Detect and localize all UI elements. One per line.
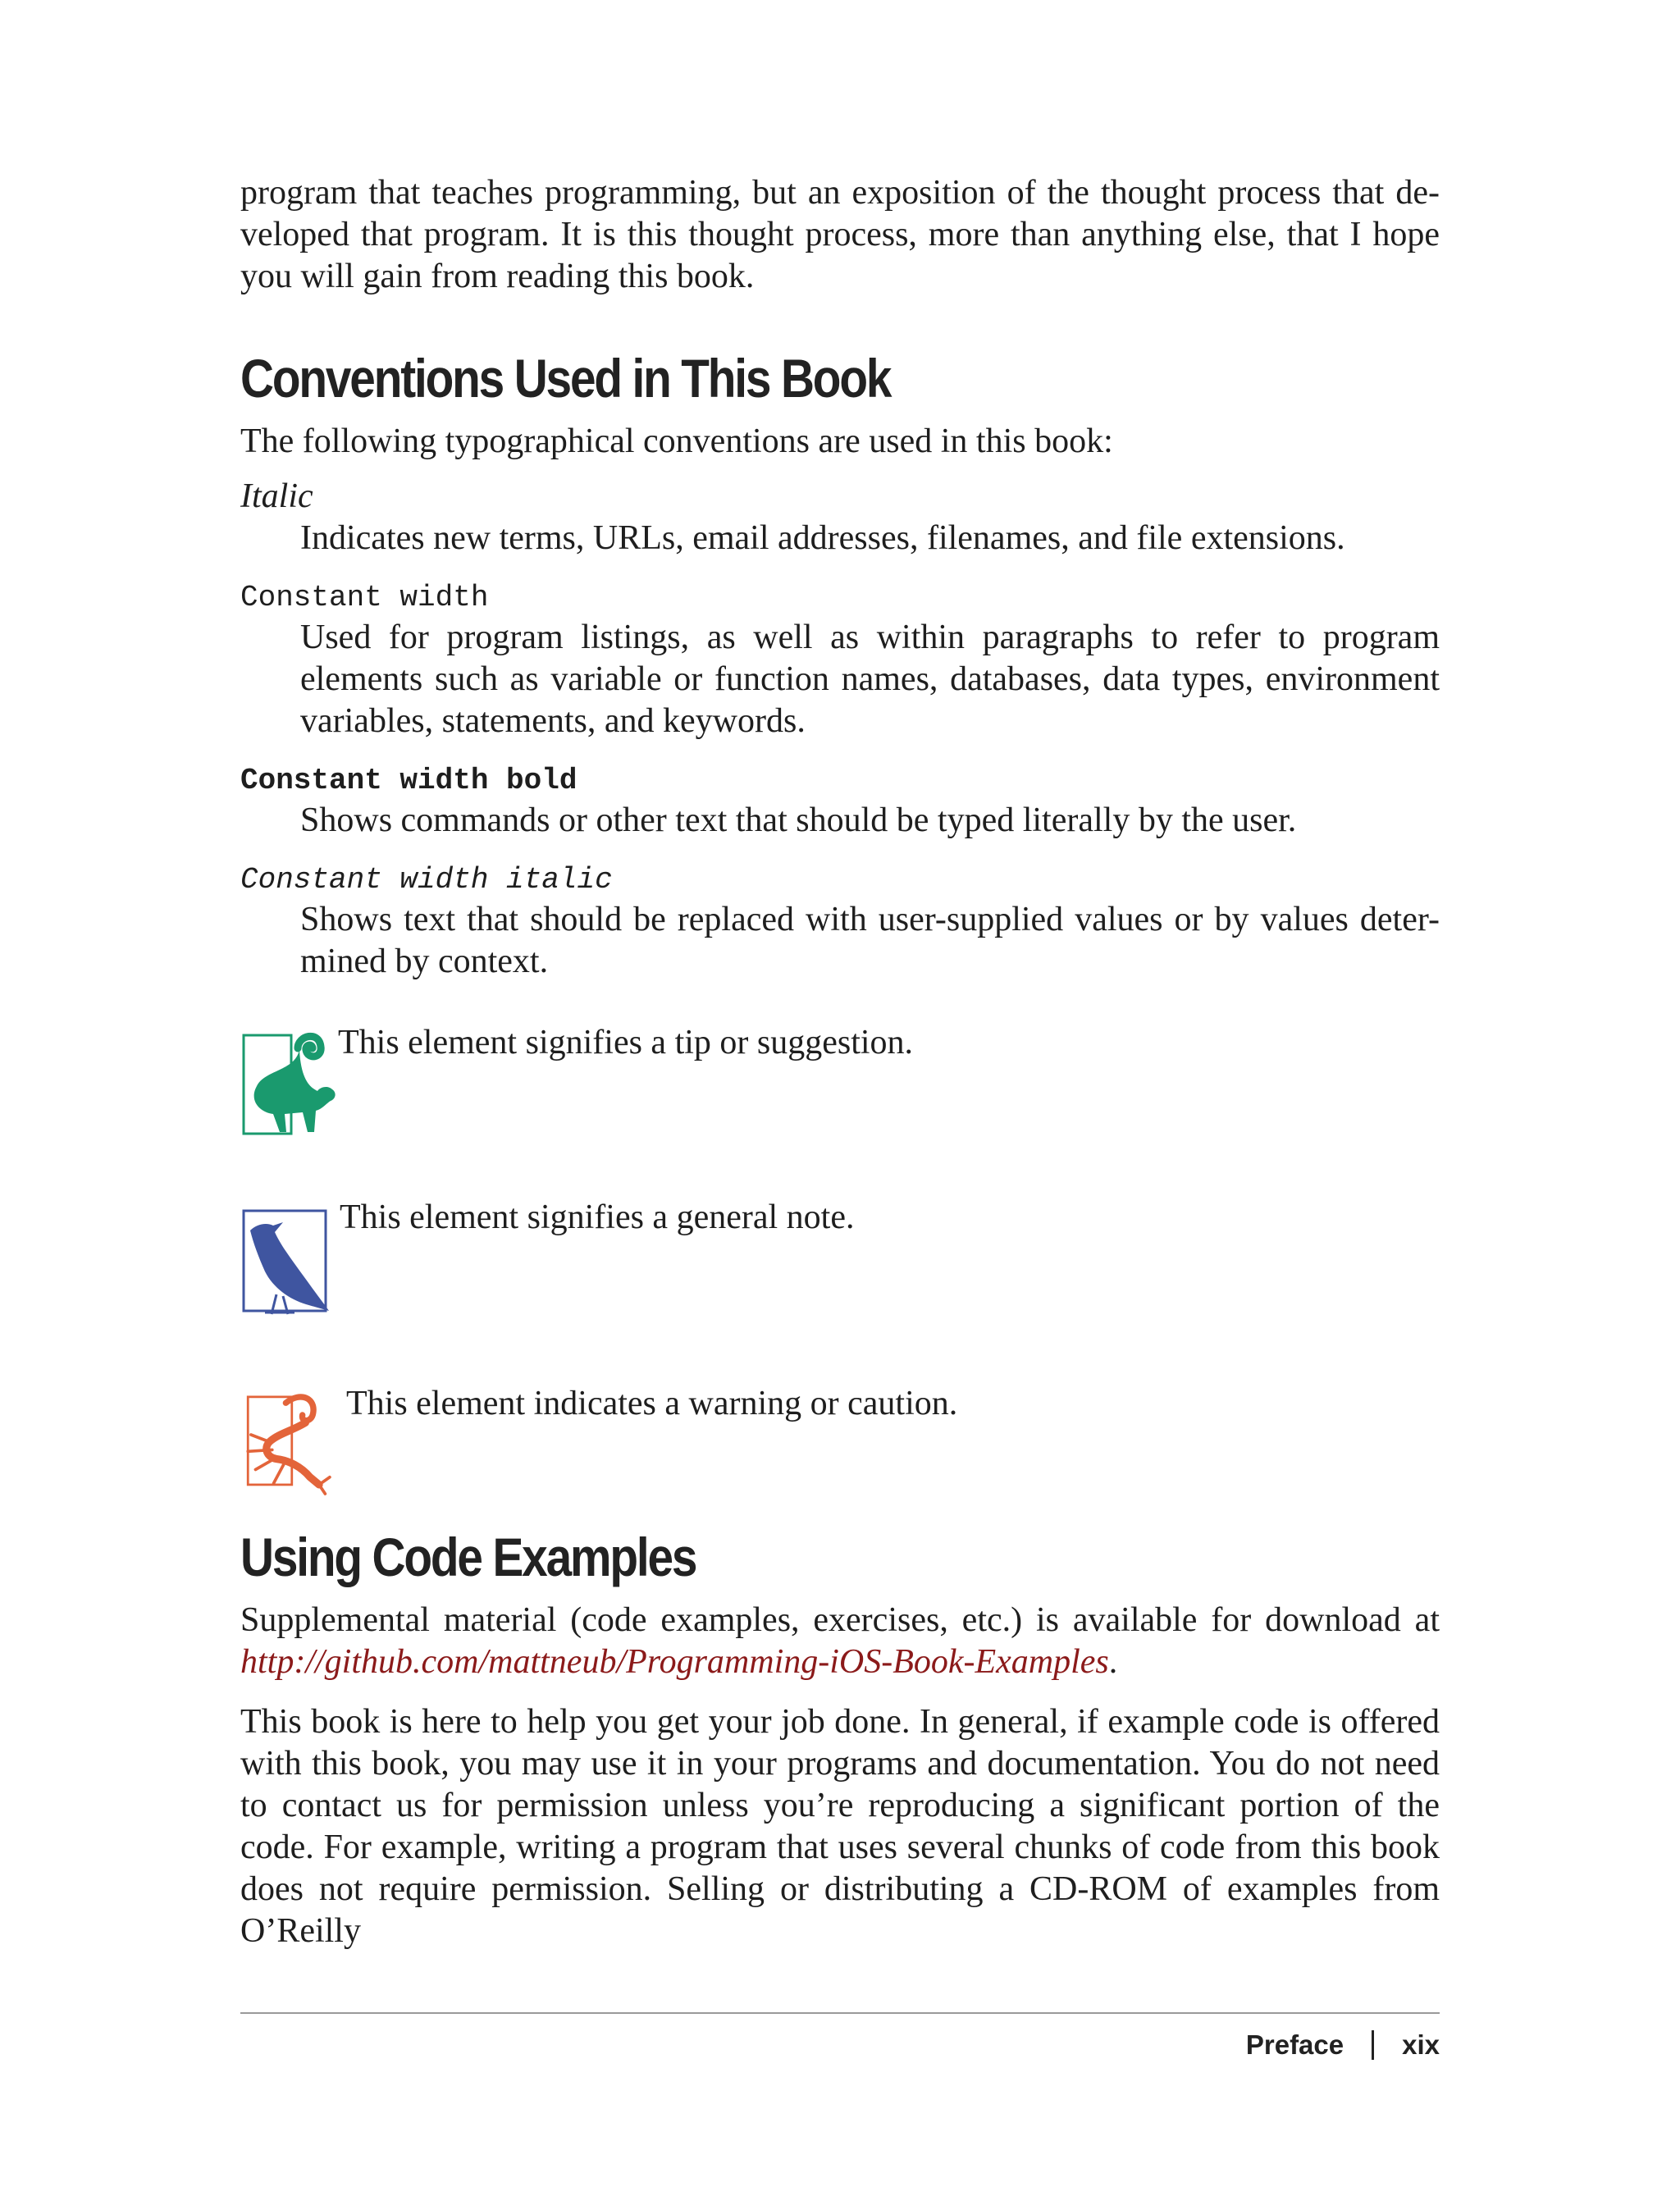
intro-line: veloped that program. It is this thought process, more than anything else, that I hope <box>240 216 1440 253</box>
note-text: This element signifies a general note. <box>340 1198 855 1236</box>
convention-definition: Indicates new terms, URLs, email addresses, filenames, and file extensions. <box>300 519 1345 557</box>
code-examples-para2: This book is here to help you get your job done. In general, if example code is offered with this book, you may use it in your programs and documentation. You do not need to contact us for permission unless you’re reproducing a significant portion of the code. For example, writing a program that uses several chunks of code from this book does not require permission. Selling or distributing a CD-ROM of examples from O’Reilly <box>240 1703 1440 1950</box>
conventions-intro: The following typographical conventions are used in this book: <box>240 422 1113 460</box>
intro-line: you will gain from reading this book. <box>240 258 755 295</box>
convention-definition: Shows commands or other text that should be typed literally by the user. <box>300 801 1297 839</box>
crow-note-icon <box>240 1198 339 1321</box>
warning-text: This element indicates a warning or caution. <box>346 1385 958 1422</box>
convention-term-constant-width-bold: Constant width bold <box>240 764 578 797</box>
tip-admonition <box>240 1022 1440 1186</box>
page-body <box>240 172 1440 1952</box>
conventions-heading: Conventions Used in This Book <box>240 348 891 409</box>
scorpion-warning-icon <box>240 1383 339 1506</box>
lemur-tip-icon <box>240 1022 339 1145</box>
convention-term-constant-width-italic: Constant width italic <box>240 863 613 897</box>
footer-separator <box>1372 2030 1374 2060</box>
code-examples-para1-text: Supplemental material (code examples, exercises, etc.) is available for download at <box>240 1601 1440 1639</box>
tip-text: This element signifies a tip or suggestion. <box>338 1024 914 1061</box>
footer-rule <box>240 2012 1440 2014</box>
note-admonition <box>240 1198 1440 1378</box>
intro-line: program that teaches programming, but an exposition of the thought process that de- <box>240 174 1440 212</box>
convention-definition: Shows text that should be replaced with user-supplied values or by values deter-mined by context. <box>300 901 1440 980</box>
intro-paragraph <box>240 172 1440 298</box>
convention-definition: Used for program listings, as well as within paragraphs to refer to program elements such as variable or function names, databases, data types, environment variables, statements, and keywords. <box>300 619 1440 740</box>
page-footer <box>1246 2025 1440 2066</box>
period: . <box>1108 1643 1118 1681</box>
convention-term-italic: Italic <box>240 477 313 515</box>
page-number: xix <box>1402 2029 1440 2060</box>
convention-term-constant-width: Constant width <box>240 581 489 614</box>
footer-section: Preface <box>1245 2029 1344 2060</box>
code-examples-heading: Using Code Examples <box>240 1527 696 1587</box>
code-examples-para1 <box>240 1600 1440 1683</box>
examples-link[interactable]: http://github.com/mattneub/Programming-iOS-Book-Examples <box>240 1643 1109 1681</box>
warning-admonition <box>240 1383 1440 1531</box>
